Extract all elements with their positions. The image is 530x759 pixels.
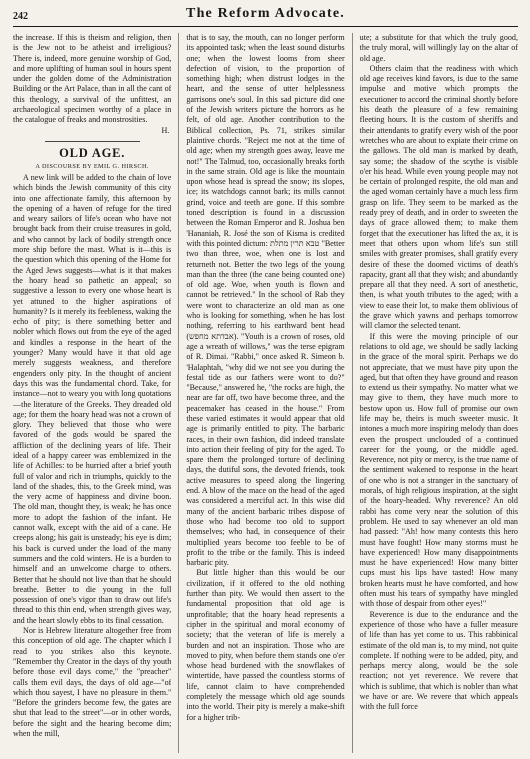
paragraph: A new link will be added to the chain of love which binds the Jewish community of this city into one affectionate family, this afternoon by the opening of a haven of refuge for the tired and weary sailors of life's ocean who have not brought back from their cruise treasures in gold, and who cannot by lack of bodily strength once more ship before the mast. What is it—this is the question which this opening of the Home for the Aged Jews suggests—what is it that makes the hoary head so pathetic an appeal; so suggestive a lesson to every one whose heart is yet attuned to the higher aspirations of humanity? Is it merely its feebleness, waking the echo of pity; is there something better and nobler which flows out from the eye of the aged and kindles a response in the heart of the younger? Many would have it that old age merely suggests weakness, and therefore engenders only pity. In the thought of ancient days this was the fundamental chord. Take, for instance—not to weary you with long quotations—the literature of the Greeks. They dreaded old age; for them the hoary head was not a crown of glory. They believed that those who were favored of the gods would be spared the affliction of the declining years of life. Their ideal of a happy career was emblemized in the life of Achilles: to be hurried after a brief youth full of valor and rich in triumphs, quickly to the land of the shades, this, to the Greek mind, was the very acme of happiness and divine boon. The old man, thought they, is weak; he has once more to adopt the fashion of the infant. He cannot walk, except with the aid of a cane. He creeps along; his gait is unsteady; his eye is dim; his back is curved under the load of the many summers and the cold winters. He is a burden to himself and an unwelcome charge to others. Better that he should not live than that he should breathe. Better to die young in the full possession of one's vigor than to draw out life's thread to this thin end, when strength gives way, and the heart slowly ebbs to its final cessation. [13,172,172,625]
paragraph: Nor is Hebrew literature altogether free from this conception of old age. The chapter which I read to you strikes also this keynote. "Remember thy Creator in the days of thy youth before those evil days come," the "preacher" calls them evil days, the days of old age—"of which thou sayest, I have no pleasure in them." "Before the grinders become few, the gates are shut that lead to the street"—or in other words, before the sight and the hearing become dim; when the mill, [13,626,172,738]
paragraph: If this were the moving principle of our relations to old age, we should be sadly lacking in the grace of the moral spirit. Perhaps we do not appreciate, that we must have pity upon the aged, but that often they have ground and reason to extend us their sympathy. No matter what we may give to them, they have much more to bestow upon us. How full of promise our own life may be, theirs is much sweeter music. It intones a much more inspiring melody than does even the prospect unclouded of a continued career for the young, or the middle aged. Reverence, not pity or mercy, is the true name of the sentiment wakened to response in the heart of one who is not a stranger in the sanctuary of morals, of high religious inspiration, at the sight of the hoary-headed. Why reverence? An old rabbi has come very near the solution of this problem. He used to say whenever an old man had passed: "Ah! how many contests this hero must have fought! How many storms must he have experienced! How many disappointments must he have experienced! How many bitter cups must his lips have tasted! How many broken hearts must he have comforted, and how often must his tears of sympathy have mingled with those of despair from other eyes!" [359,331,518,609]
paragraph: ute; a substitute for that which the truly good, the truly moral, will willingly lay on the altar of old age. [359,33,518,63]
article-title: OLD AGE. [59,145,126,160]
article-divider [45,141,140,142]
journal-title: The Reform Advocate. [186,6,345,21]
previous-article-signature: H. [161,125,170,135]
paragraph: that is to say, the mouth, can no longer perform its appointed task; when the least sound disturbs one; when the lowest looms from sheer defection of vision, to the proportion of something high; when distrust lodges in the heart, and the sense of utter helplessness garrisons one's soul. In this sad picture did one of the Jewish writers picture the horrors as he felt, of old age. Another contribution to the Biblical collection, Ps. 71, strikes similar plaintive chords. "Reject me not at the time of old age; when my strength goes away, leave me not!" The Talmud, too, occasionally breaks forth in the same strain. Old age is like the mountain upon whose head is spread the snow; its slopes, ice; its watchdogs cannot bark; its mills cannot grind, voice and teeth are gone. If this sombre toned description is found in a discussion between the Roman Emperor and R. Joshua ben 'Hananiah, R. José the son of Kisma is credited with this pointed dictum: טבא תרין מתלת "Better two than three, woe, when one is lost and returneth not. Better the two legs of the young man than the three (the cane being counted one) of old age. Woe, when youth is flown and cannot be retrieved." In the school of Rab they were wont to characterize an old man as one who is looking for something, when he has lost nothing, referring to his earthward bent head (אבדתא מחפש). "Youth is a crown of roses, old age a wreath of willows," was the terse epigram of R. Dimai. "Rabbi," once asked R. Simeon b. 'Halaphtah, "why did we not see you during the festal tide as our fathers were wont to do?" "Because," answered he, "the rocks are high, the near are far off, two have become three, and the peacemaker has ceased in the house." From these varied estimates it would appear that old age is primarily entitled to pity. The barbaric races, in their own fashion, did indeed translate into action their feeling of pity for the aged. To spare them the prolonged torture of declining days, the dutiful sons, the devoted friends, took active measures to speed along the lingering end. A blow of the mace on the head of the aged was considered a merciful act. In this wise did many of the ancient barbaric tribes dispose of those who had become too old to support themselves; who had, in consequence of their multiplied years become too feeble to be of profit to the tribe or the family. This is indeed barbaric pity. [186,33,345,568]
article-columns [13,33,518,753]
paragraph: But little higher than this would be our civilization, if it offered to the old nothing further than pity. We would then assert to the fundamental proposition that old age is unprofitable; that the hoary head represents a cipher in the spiritual and moral economy of society; that the veteran of life is merely a burden and not an inspiration. Those who are moved to pity, when before them stands one o'er whose head burdened with the snowflakes of wintertide, have passed the countless storms of life, cannot claim to have comprehended completely the message which old age sounds into the world. Their pity is merely a make-shift for a higher trib- [186,568,345,722]
paragraph: Others claim that the readiness with which old age receives kind favors, is due to the same impulse and motive which prompts the executioner to accord the criminal shortly before his death the pleasure of a few remaining fleeting hours. It is the custom of sheriffs and their attendants to gratify every wish of the poor wretches who are about to expiate their crime on the gallows. The old man is marked by death, say some; the shadow of the scythe is visible o'er his head. While even young people may not be certain of prolonged respite, the old man and the aged woman certainly have a much less firm grasp on life. They seem to be marked as the ready prey of death, and in order to sweeten the days of grace allowed them; to make them forget that the executioner has lifted the ax, it is meet that others upon whom life's sun still smiles with greater promises, shall gratify every desire of these the doomed victims of death's rapacity, grant all that they wish; and abundantly prepare all that they need. A sort of anesthetic, then, is what youth tributes to the aged; with a view to ease their lot, to make them oblivious of the grave which yawns and perhaps tomorrow will clamor the selected tenant. [359,63,518,331]
column-1 [13,33,171,753]
column-2 [178,33,344,753]
page-number: 242 [13,11,28,22]
column-3 [352,33,518,753]
masthead [13,4,518,27]
paragraph: Reverence is due to the endurance and the experience of those who have a fuller measure of life than has yet come to us. This rabbinical estimate of the old man is, to my mind, not quite complete. If nothing were to be added, pity, and perhaps mercy along, would be the sole reaction; not yet reverence. We revere that which is sublime, that which is nobler than what we have or are. We revere that which appeals with the full force [359,609,518,712]
previous-article-ending: the increase. If this is theism and religion, then is the Jew not to be atheist and irreligious? There is, indeed, more genuine worship of God, and more uplifting of human soul in hours spent under the golden dome of the Administration Building or the Art Palace, than in all the cant of this theology, a survival of the unfittest, an archaeological specimen worthy of a place in the catalogue of freaks and monstrosities. [13,33,172,125]
article-byline: A DISCOURSE BY EMIL G. HIRSCH. [35,162,149,170]
